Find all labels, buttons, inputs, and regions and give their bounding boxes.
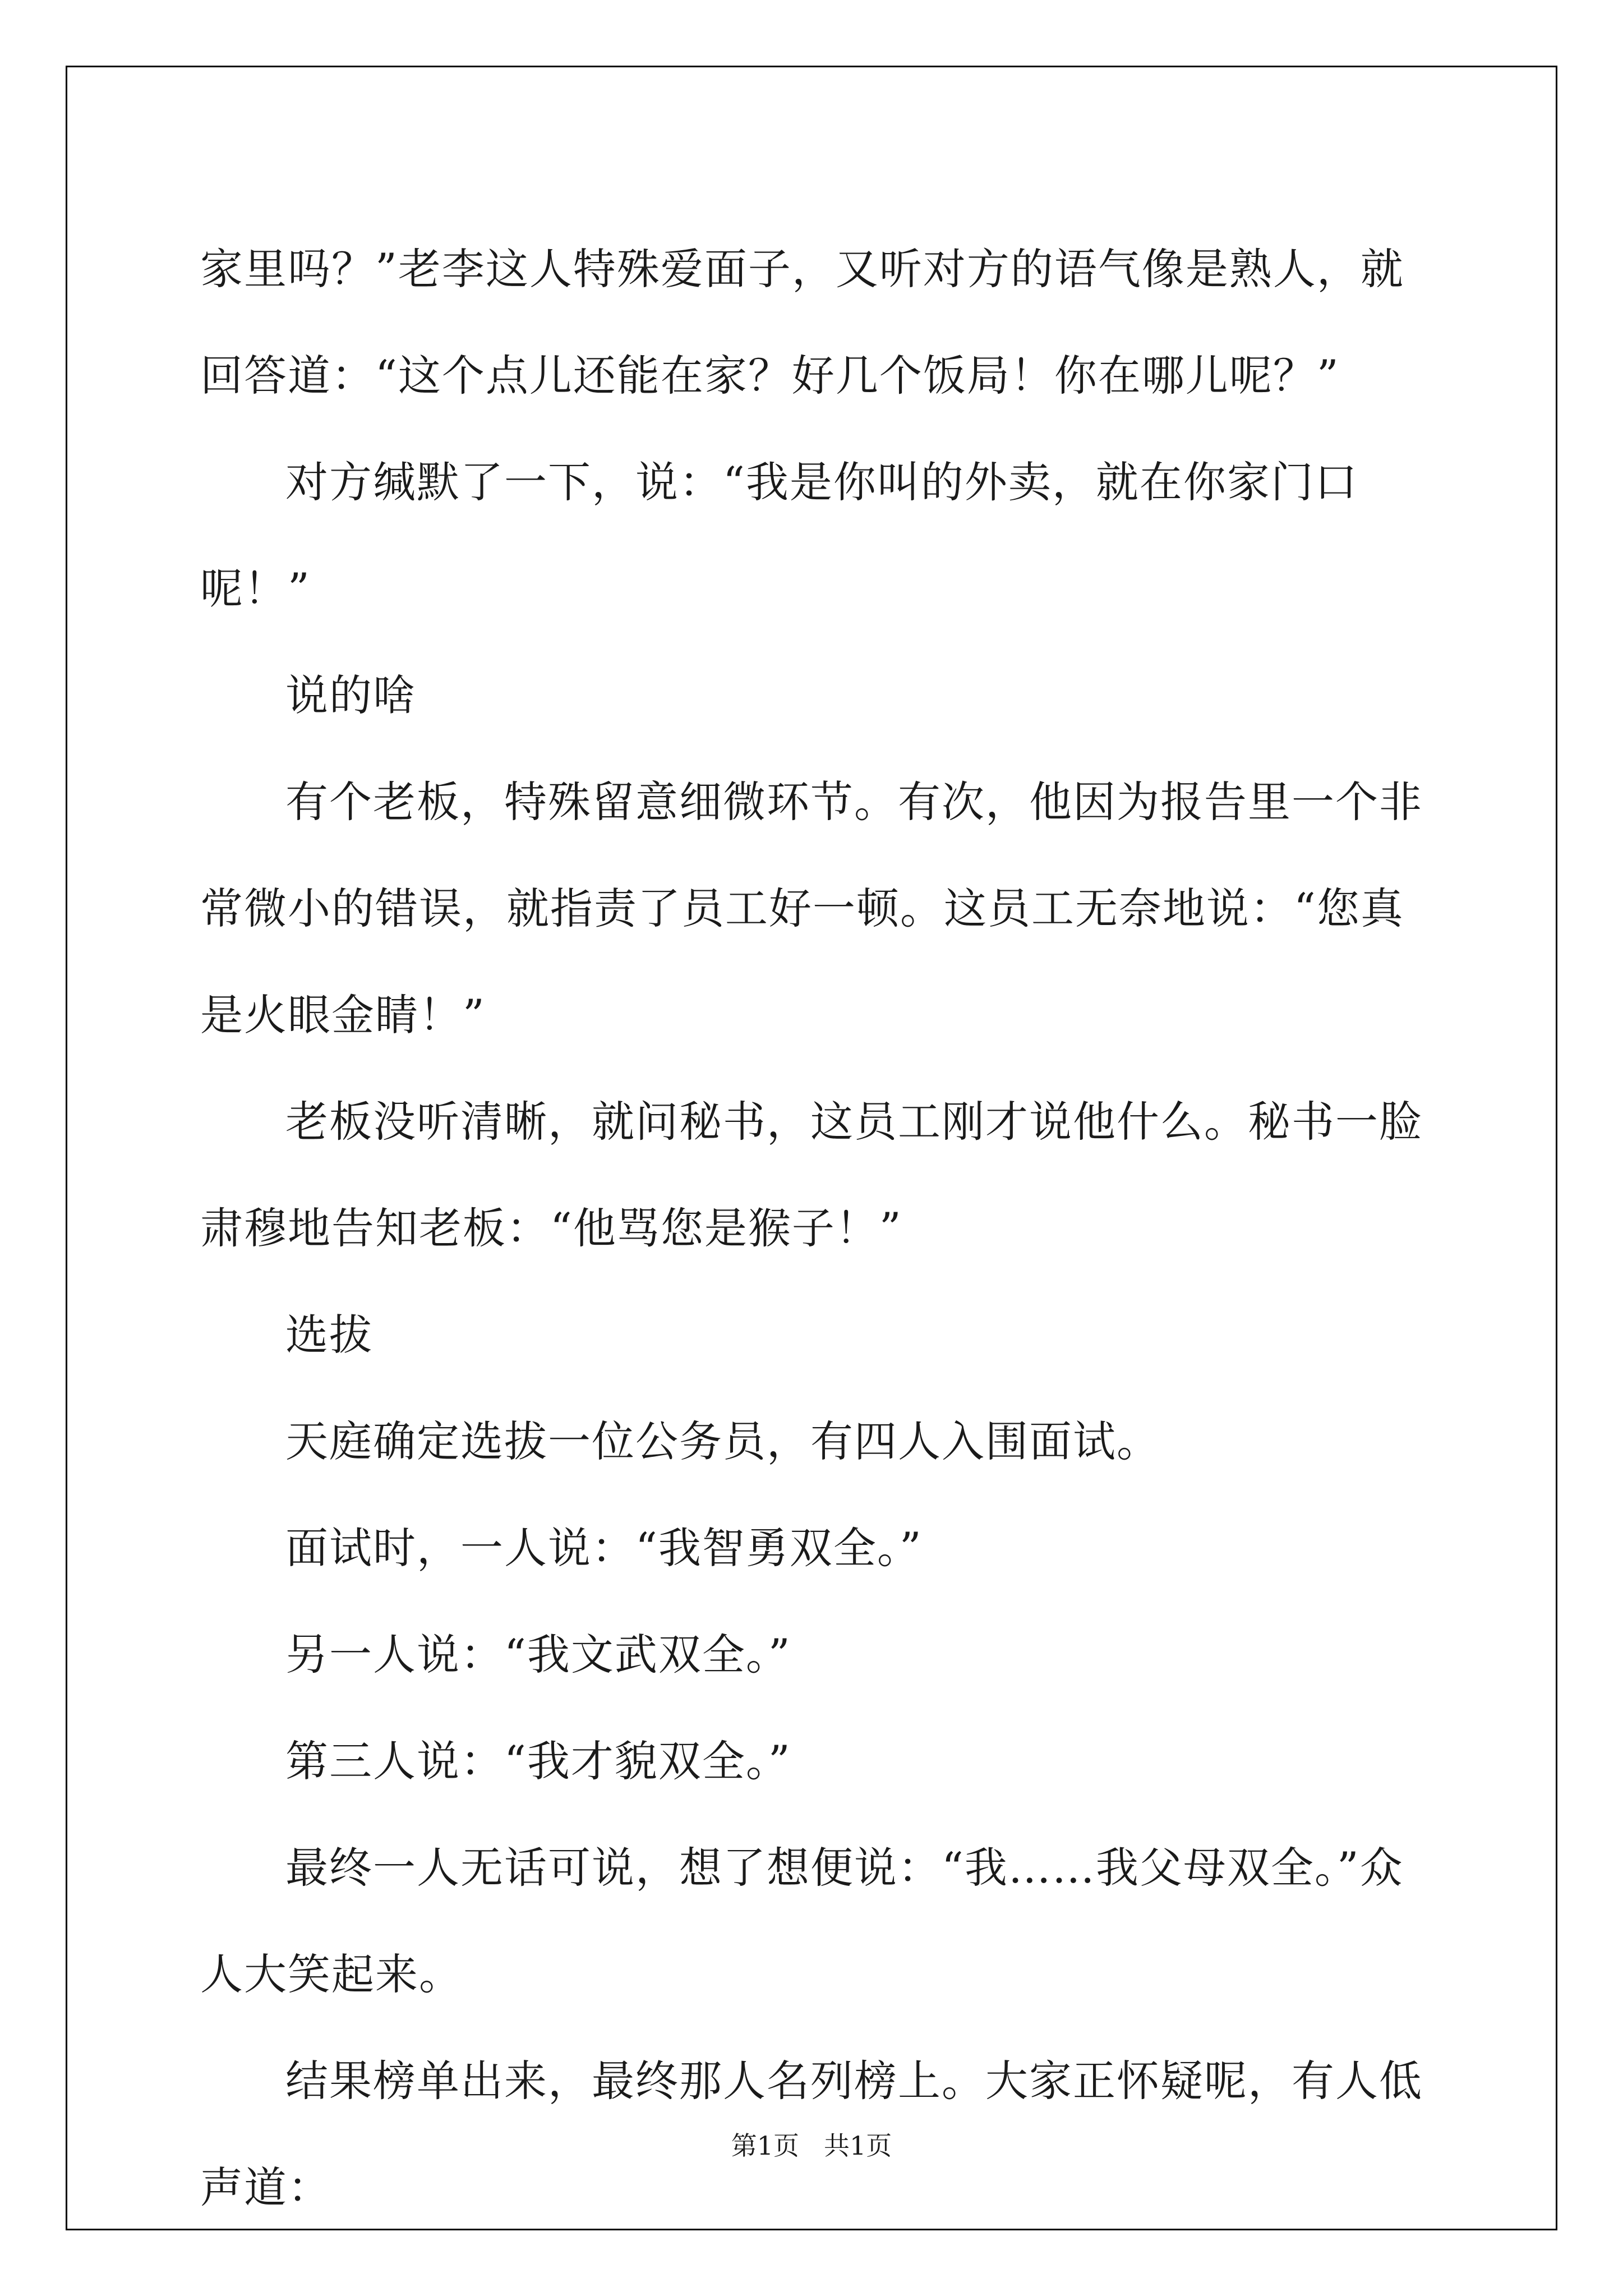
page-number: 第1页: [731, 2131, 800, 2161]
paragraph-4: 有个老板，特殊留意细微环节。有次，他因为报告里一个非常微小的错误，就指责了员工好一顿。这员工无奈地说：“您真是火眼金睛！”: [200, 777, 1423, 1040]
paragraph-11: 最终一人无话可说，想了想便说：“我……我父母双全。”众人大笑起来。: [200, 1843, 1404, 1999]
paragraph-10: 第三人说：“我才貌双全。”: [285, 1736, 791, 1786]
paragraph-1: 家里吗？”老李这人特殊爱面子，又听对方的语气像是熟人，就回答道：“这个点儿还能在家？好几个饭局！你在哪儿呢？”: [200, 244, 1404, 401]
paragraph-5: 老板没听清晰，就问秘书，这员工刚才说他什么。秘书一脸肃穆地告知老板：“他骂您是猴子！”: [200, 1097, 1423, 1253]
section-heading-xuanba: 选拔: [285, 1310, 373, 1360]
section-heading-shuodesha: 说的啥: [285, 670, 417, 720]
paragraph-9: 另一人说：“我文武双全。”: [285, 1630, 791, 1680]
paragraph-12: 结果榜单出来，最终那人名列榜上。大家正怀疑呢，有人低声道：: [200, 2056, 1423, 2212]
paragraph-2: 对方缄默了一下，说：“我是你叫的外卖，就在你家门口呢！”: [200, 457, 1358, 614]
paragraph-8: 面试时，一人说：“我智勇双全。”: [285, 1523, 923, 1573]
paragraph-7: 天庭确定选拔一位公务员，有四人入围面试。: [285, 1416, 1160, 1466]
document-body: [200, 216, 1434, 2241]
page-total: 共1页: [823, 2131, 892, 2161]
page-footer: [0, 2129, 1623, 2162]
